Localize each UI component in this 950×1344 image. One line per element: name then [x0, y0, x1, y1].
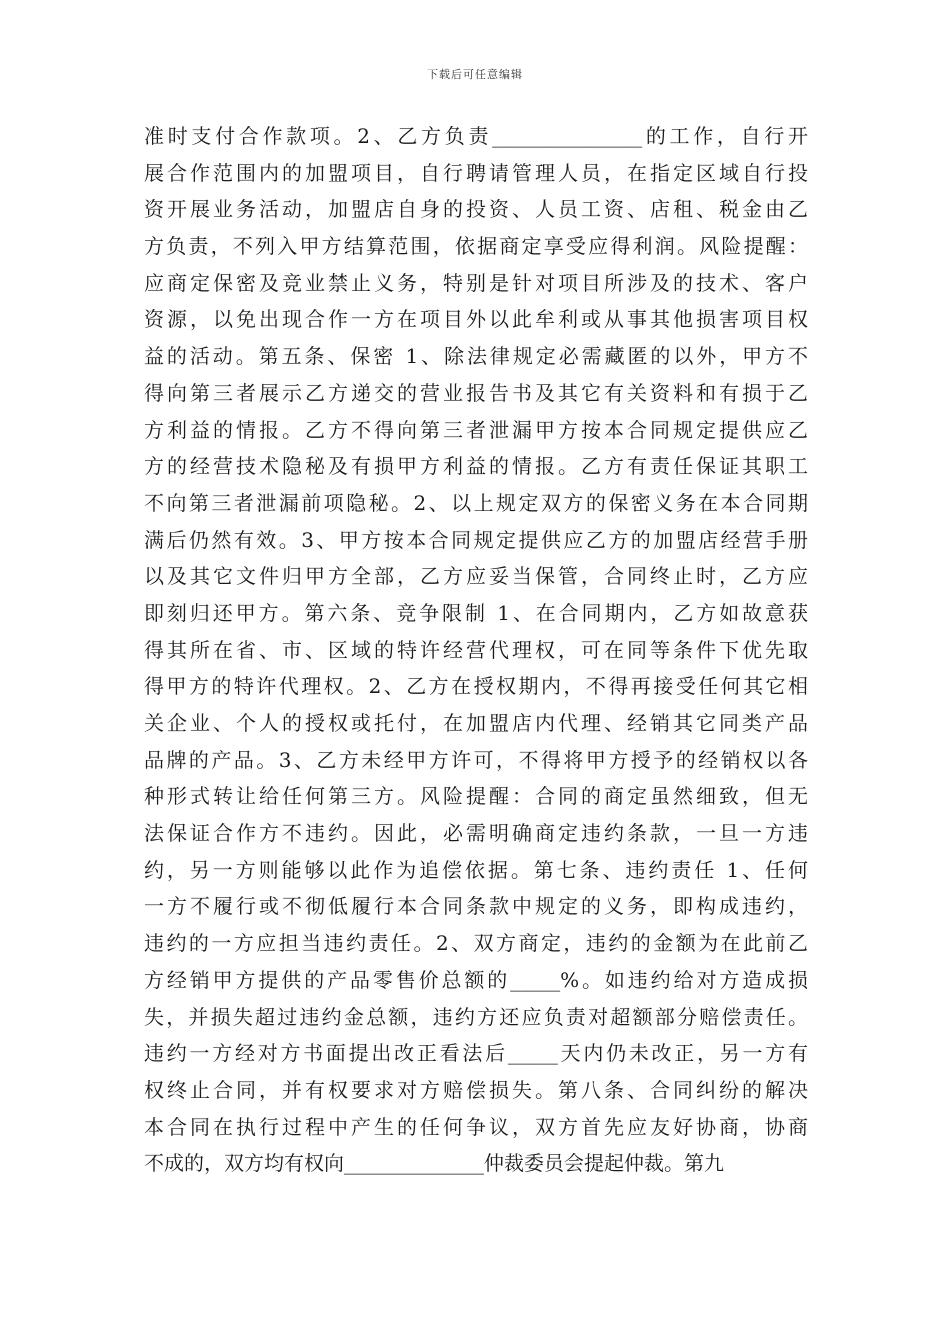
text-line: 益的活动。第五条、保密 1、除法律规定必需藏匿的以外，甲方不	[144, 344, 808, 369]
page-header: 下载后可任意编辑	[427, 68, 523, 81]
text-line: 违约一方经对方书面提出改正看法后_____天内仍未改正，另一方有	[144, 1041, 808, 1066]
text-line: 品牌的产品。3、乙方未经甲方许可，不得将甲方授予的经销权以各	[144, 747, 808, 772]
text-line: 资开展业务活动，加盟店自身的投资、人员工资、店租、税金由乙	[144, 197, 808, 222]
text-line: 种形式转让给任何第三方。风险提醒：合同的商定虽然细致，但无	[144, 784, 808, 809]
text-line: 准时支付合作款项。2、乙方负责_______________的工作，自行开	[144, 124, 808, 148]
text-line: 方负责，不列入甲方结算范围，依据商定享受应得利润。风险提醒：	[144, 234, 808, 259]
text-line: 得甲方的特许代理权。2、乙方在授权期内，不得再接受任何其它相	[144, 674, 808, 699]
text-line: 一方不履行或不彻低履行本合同条款中规定的义务，即构成违约，	[144, 894, 808, 919]
text-line: 得其所在省、市、区域的特许经营代理权，可在同等条件下优先取	[144, 637, 808, 662]
text-line: 应商定保密及竞业禁止义务，特别是针对项目所涉及的技术、客户	[144, 270, 808, 295]
text-line: 方利益的情报。乙方不得向第三者泄漏甲方按本合同规定提供应乙	[144, 417, 808, 442]
text-line: 本合同在执行过程中产生的任何争议，双方首先应友好协商，协商	[144, 1114, 808, 1139]
document-body	[144, 118, 808, 1182]
text-line: 方的经营技术隐秘及有损甲方利益的情报。乙方有责任保证其职工	[144, 454, 808, 479]
text-line: 约，另一方则能够以此作为追偿依据。第七条、违约责任 1、任何	[144, 857, 808, 882]
text-line: 展合作范围内的加盟项目，自行聘请管理人员，在指定区域自行投	[144, 160, 808, 185]
text-line: 法保证合作方不违约。因此，必需明确商定违约条款，一旦一方违	[144, 821, 808, 846]
text-line: 方经销甲方提供的产品零售价总额的_____%。如违约给对方造成损	[144, 967, 808, 992]
text-line: 关企业、个人的授权或托付，在加盟店内代理、经销其它同类产品	[144, 711, 808, 735]
text-line: 不成的，双方均有权向______________仲裁委员会提起仲裁。第九	[144, 1151, 724, 1176]
text-line: 即刻归还甲方。第六条、竞争限制 1、在合同期内，乙方如故意获	[144, 600, 808, 625]
text-line: 违约的一方应担当违约责任。2、双方商定，违约的金额为在此前乙	[144, 931, 808, 956]
text-line: 以及其它文件归甲方全部，乙方应妥当保管，合同终止时，乙方应	[144, 564, 808, 589]
text-line: 失，并损失超过违约金总额，违约方还应负责对超额部分赔偿责任。	[144, 1004, 808, 1029]
text-line: 权终止合同，并有权要求对方赔偿损失。第八条、合同纠纷的解决	[144, 1077, 808, 1102]
text-line: 得向第三者展示乙方递交的营业报告书及其它有关资料和有损于乙	[144, 380, 808, 405]
text-line: 资源，以免出现合作一方在项目外以此牟利或从事其他损害项目权	[144, 307, 808, 332]
text-line: 不向第三者泄漏前项隐秘。2、以上规定双方的保密义务在本合同期	[144, 490, 808, 515]
text-line: 满后仍然有效。3、甲方按本合同规定提供应乙方的加盟店经营手册	[144, 527, 808, 552]
